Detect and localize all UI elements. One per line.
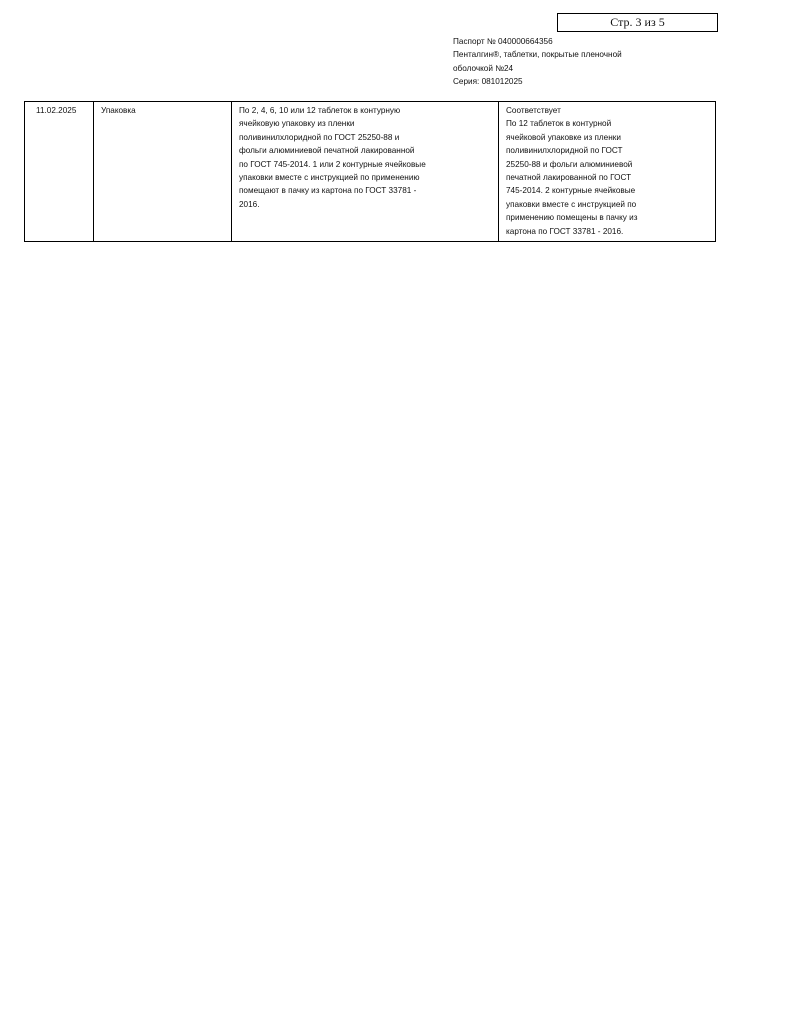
passport-number: Паспорт № 040000664356 [453, 37, 553, 46]
passport-header [453, 35, 723, 89]
table-row [25, 102, 716, 242]
indicator-name-cell: Упаковка [94, 102, 232, 242]
result-cell: Соответствует По 12 таблеток в контурной ячейковой упаковке из пленки поливинилхлоридной по ГОСТ 25250-88 и фольги алюминиевой печатной лакированной по ГОСТ 745-2014. 2 контурные ячейковые упаковки вместе с инструкцией по применению помещены в пачку из картона по ГОСТ 33781 - 2016. [499, 102, 716, 242]
quality-control-table [24, 101, 716, 242]
product-name-line-2: оболочкой №24 [453, 63, 514, 73]
product-name-line-1: Пенталгин®, таблетки, покрытые пленочной [453, 50, 622, 60]
series-number: Серия: 081012025 [453, 77, 523, 87]
test-date-cell: 11.02.2025 [25, 102, 94, 242]
requirement-cell: По 2, 4, 6, 10 или 12 таблеток в контурную ячейковую упаковку из пленки поливинилхлоридной по ГОСТ 25250-88 и фольги алюминиевой печатной лакированной по ГОСТ 745-2014. 1 или 2 контурные ячейковые упаковки вместе с инструкцией по применению помещают в пачку из картона по ГОСТ 33781 - 2016. [232, 102, 499, 242]
page-number-box: Стр. 3 из 5 [557, 13, 718, 32]
